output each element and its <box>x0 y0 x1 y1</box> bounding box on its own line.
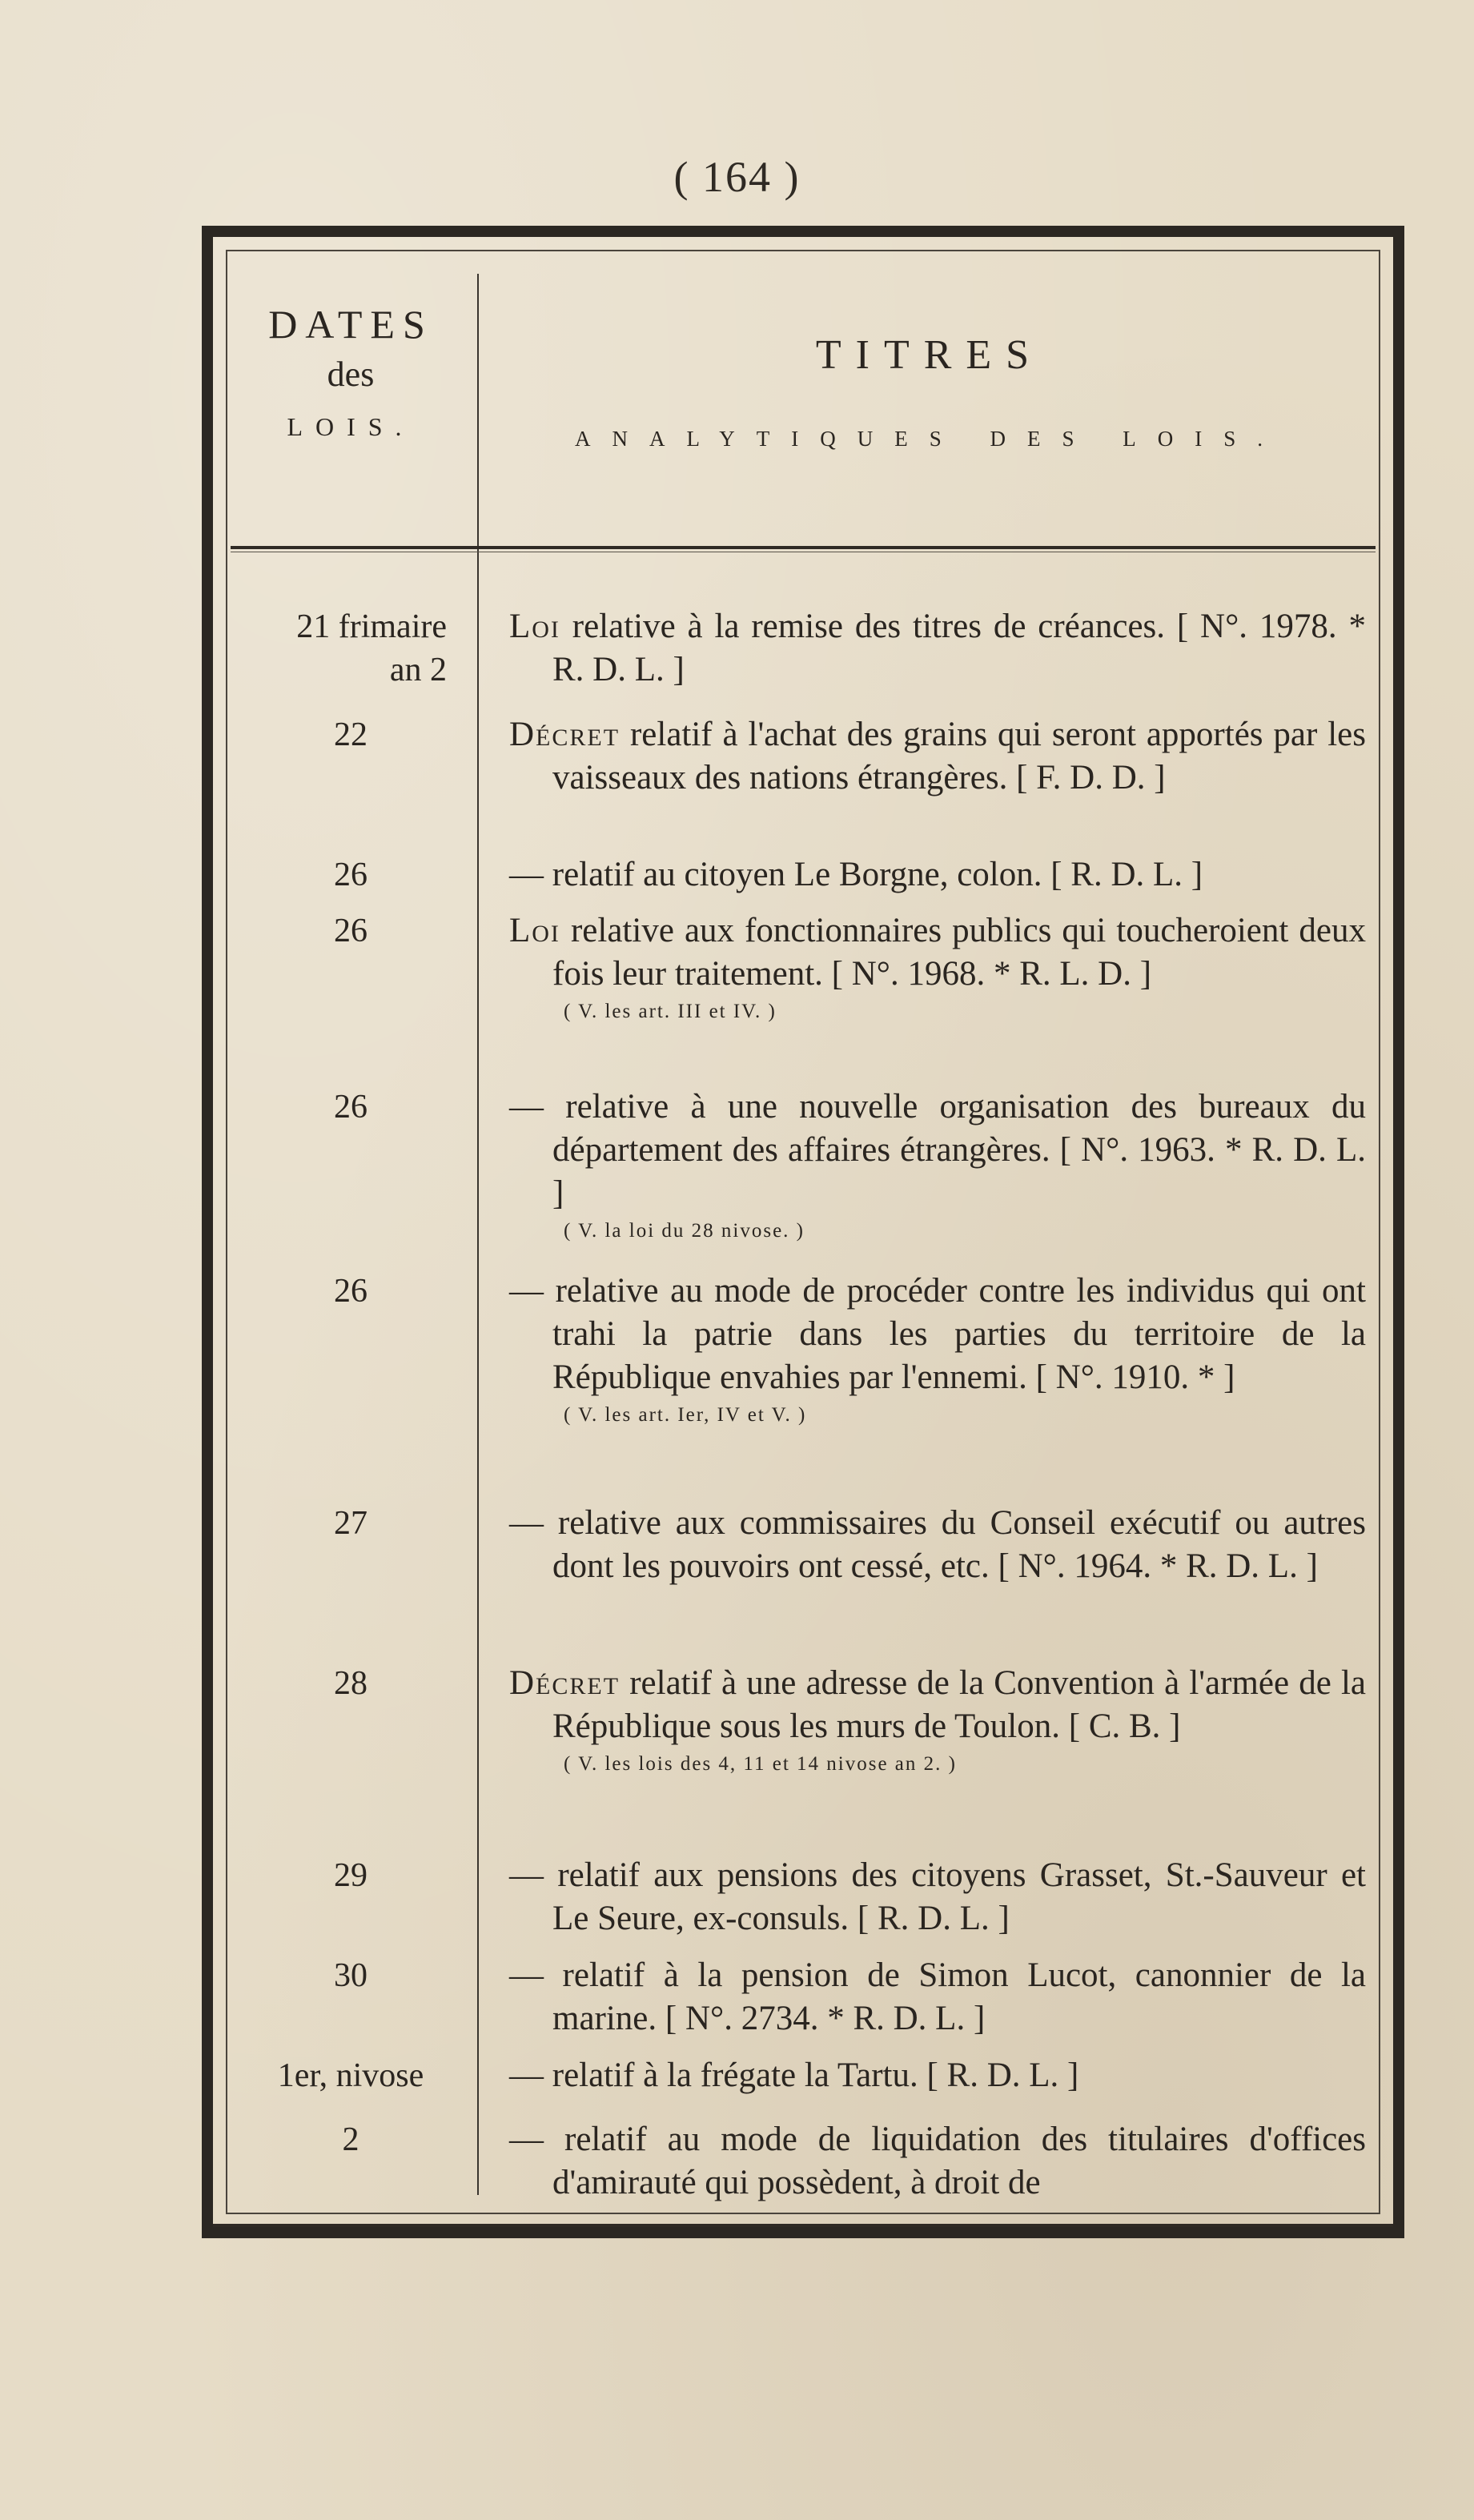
entry-date: 28 <box>334 1665 367 1702</box>
entry-lead: Décret <box>509 1664 621 1702</box>
entry-date: 29 <box>334 1857 367 1894</box>
dates-header-line2: des <box>327 355 375 394</box>
entry-date: 26 <box>334 1089 367 1126</box>
column-divider <box>477 274 479 2195</box>
entry-body: relative à une nouvelle organisation des bureaux du département des affaires étrangères. [ N°. 1963. * R. D. L. ] <box>544 1088 1366 1212</box>
entry-lead: — <box>509 856 544 893</box>
entry-note: ( V. les art. III et IV. ) <box>564 1001 777 1022</box>
entry-date: 26 <box>334 857 367 893</box>
entry-body: relatif au mode de liquidation des titulaires d'offices d'amirauté qui possèdent, à droit de <box>544 2121 1366 2201</box>
bottom-rule <box>213 2224 1393 2227</box>
entry-lead: Décret <box>509 716 621 753</box>
entry-date: 22 <box>334 716 367 753</box>
entry-lead: — <box>509 2121 544 2158</box>
entry-body: relative au mode de procéder contre les individus qui ont trahi la patrie dans les parties du territoire de la République envahies par l'ennemi. [ N°. 1910. * ] <box>544 1272 1366 1396</box>
entry-lead: Loi <box>509 608 560 645</box>
dates-column-header <box>231 301 471 442</box>
titles-column-header <box>490 331 1369 451</box>
entry-text <box>509 2118 1366 2205</box>
entry-body: relatif à la pension de Simon Lucot, canonnier de la marine. [ N°. 2734. * R. D. L. ] <box>544 1956 1366 2037</box>
titles-header-line1: TITRES <box>815 332 1044 378</box>
entry-body: relatif au citoyen Le Borgne, colon. [ R. D. L. ] <box>544 856 1203 893</box>
entry-text <box>509 1270 1366 1431</box>
entry-text <box>509 1954 1366 2040</box>
entry-text <box>509 1085 1366 1247</box>
entry-lead: — <box>509 1272 544 1310</box>
entry-date: 26 <box>334 913 367 949</box>
entry-text <box>509 1854 1366 1940</box>
entry-date: 27 <box>334 1505 367 1542</box>
entry-text <box>509 1662 1366 1780</box>
entry-lead: — <box>509 2057 544 2094</box>
entry-lead: Loi <box>509 912 560 949</box>
entry-body: relative à la remise des titres de créances. [ N°. 1978. * R. D. L. ] <box>552 608 1366 688</box>
entry-lead: — <box>509 1088 544 1126</box>
entry-text <box>509 909 1366 1028</box>
titles-header-line2: ANALYTIQUES DES LOIS. <box>574 427 1285 451</box>
entry-date <box>231 605 471 692</box>
entry-note: ( V. les lois des 4, 11 et 14 nivose an 2. ) <box>564 1753 957 1775</box>
entry-body: relatif à l'achat des grains qui seront apportés par les vaisseaux des nations étrangères. [ F. D. D. ] <box>552 716 1366 797</box>
entry-body: relative aux commissaires du Conseil exécutif ou autres dont les pouvoirs ont cessé, etc. [ N°. 1964. * R. D. L. ] <box>544 1504 1366 1585</box>
entry-body: relative aux fonctionnaires publics qui toucheroient deux fois leur traitement. [ N°. 1968. * R. L. D. ] <box>552 912 1366 993</box>
page-number: ( 164 ) <box>673 153 801 201</box>
entry-body: relatif aux pensions des citoyens Grasset, St.-Sauveur et Le Seure, ex-consuls. [ R. D. L. ] <box>544 1856 1366 1937</box>
entry-date: 1er, nivose <box>277 2057 424 2094</box>
entry-date: 30 <box>334 1957 367 1994</box>
entry-body: relatif à une adresse de la Convention à l'armée de la République sous les murs de Toulon. [ C. B. ] <box>552 1664 1366 1745</box>
entry-lead: — <box>509 1856 544 1894</box>
dates-header-line3: LOIS. <box>287 412 415 441</box>
entry-lead: — <box>509 1504 544 1542</box>
dates-header-line1: DATES <box>268 302 433 347</box>
entry-date-line1: 21 frimaire <box>296 608 447 645</box>
entry-note: ( V. les art. Ier, IV et V. ) <box>564 1404 807 1426</box>
entry-date: 2 <box>342 2121 359 2158</box>
entry-note: ( V. la loi du 28 nivose. ) <box>564 1220 805 1242</box>
entry-date: 26 <box>334 1273 367 1310</box>
entry-text <box>509 2054 1366 2097</box>
entry-text <box>509 853 1366 897</box>
entry-lead: — <box>509 1956 544 1994</box>
entry-text <box>509 605 1366 692</box>
header-rule <box>231 546 1376 549</box>
entry-body: relatif à la frégate la Tartu. [ R. D. L. ] <box>544 2057 1079 2094</box>
table-frame <box>202 226 1404 2238</box>
entry-text <box>509 1502 1366 1588</box>
entry-text <box>509 713 1366 800</box>
entry-date-line2: an 2 <box>389 652 447 688</box>
